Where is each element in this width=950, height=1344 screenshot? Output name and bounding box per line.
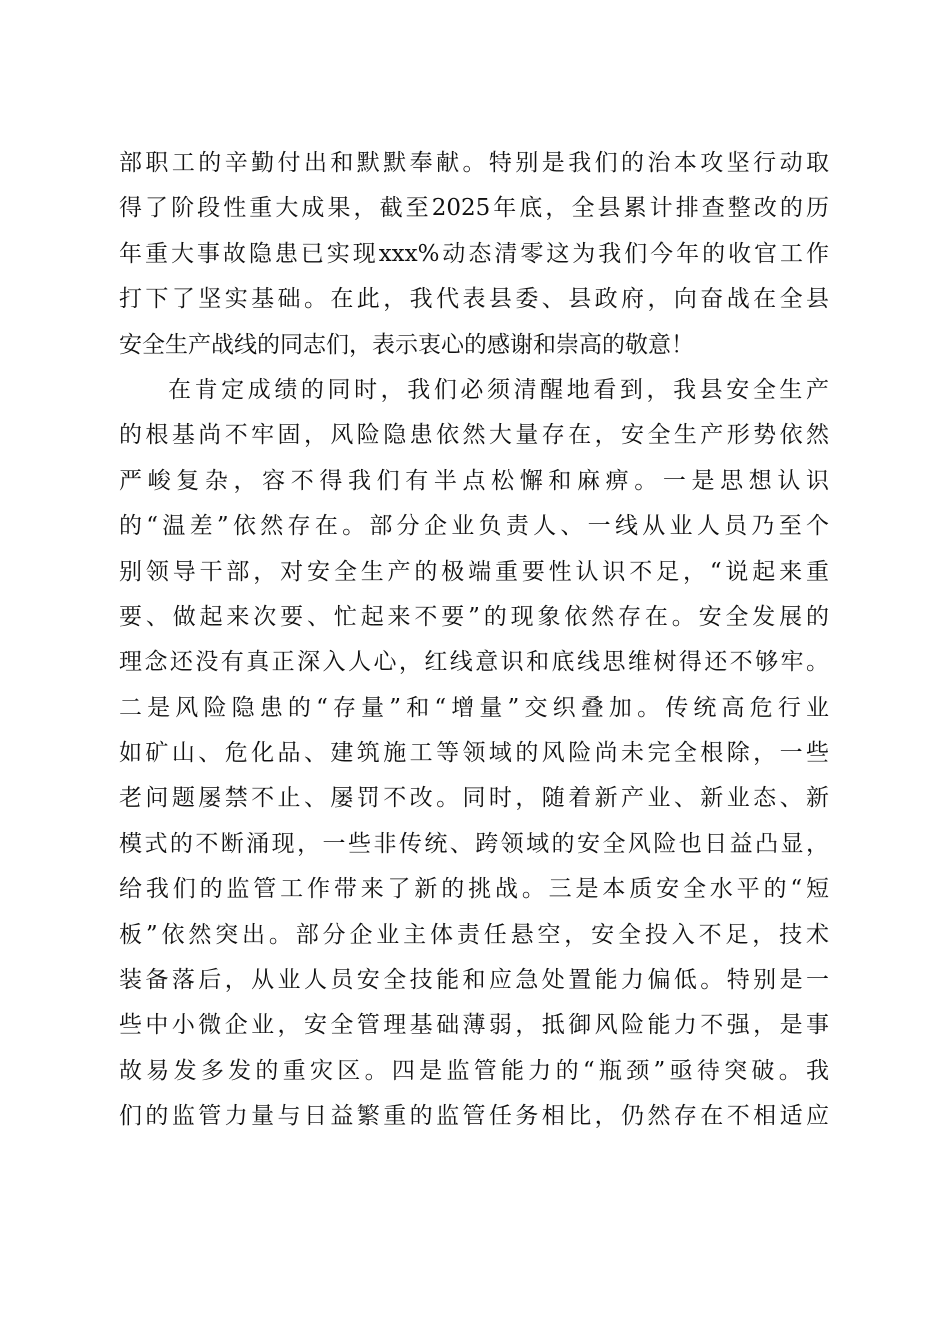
text-line: 二是风险隐患的“存量”和“增量”交织叠加。传统高危行业 [119,694,829,721]
text-line: 要、做起来次要、忙起来不要”的现象依然存在。安全发展的 [119,603,829,630]
text-line: 如矿山、危化品、建筑施工等领域的风险尚未完全根除，一些 [119,740,829,767]
text-line: 部职工的辛勤付出和默默奉献。特别是我们的治本攻坚行动取 [119,150,829,176]
text-line: 些中小微企业，安全管理基础薄弱，抵御风险能力不强，是事 [119,1012,829,1039]
text-line: 们的监管力量与日益繁重的监管任务相比，仍然存在不相适应 [119,1103,829,1130]
text-line: 得了阶段性重大成果，截至2025年底，全县累计排查整改的历 [119,195,829,222]
text-line: 严峻复杂，容不得我们有半点松懈和麻痹。一是思想认识 [119,467,829,494]
text-line: 故易发多发的重灾区。四是监管能力的“瓶颈”亟待突破。我 [119,1057,829,1084]
paragraph-1 [119,141,829,368]
paragraph-2 [119,368,829,1140]
text-line: 装备落后，从业人员安全技能和应急处置能力偏低。特别是一 [119,967,829,994]
text-line: 板”依然突出。部分企业主体责任悬空，安全投入不足，技术 [119,921,829,948]
text-line: 的“温差”依然存在。部分企业负责人、一线从业人员乃至个 [119,513,829,540]
text-line: 理念还没有真正深入人心，红线意识和底线思维树得还不够牢。 [119,649,829,676]
text-line: 老问题屡禁不止、屡罚不改。同时，随着新产业、新业态、新 [119,785,829,812]
text-line: 别领导干部，对安全生产的极端重要性认识不足，“说起来重 [119,558,829,585]
text-line: 模式的不断涌现，一些非传统、跨领域的安全风险也日益凸显， [119,830,829,857]
text-line: 年重大事故隐患已实现xxx%动态清零这为我们今年的收官工作 [119,240,829,267]
text-line: 打下了坚实基础。在此，我代表县委、县政府，向奋战在全县 [119,286,829,313]
text-line: 的根基尚不牢固，风险隐患依然大量存在，安全生产形势依然 [119,422,829,449]
document-body [119,141,829,1140]
text-line: 安全生产战线的同志们，表示衷心的感谢和崇高的敬意！ [119,331,694,358]
text-line: 给我们的监管工作带来了新的挑战。三是本质安全水平的“短 [119,876,829,903]
text-line: 在肯定成绩的同时，我们必须清醒地看到，我县安全生产 [168,376,829,403]
